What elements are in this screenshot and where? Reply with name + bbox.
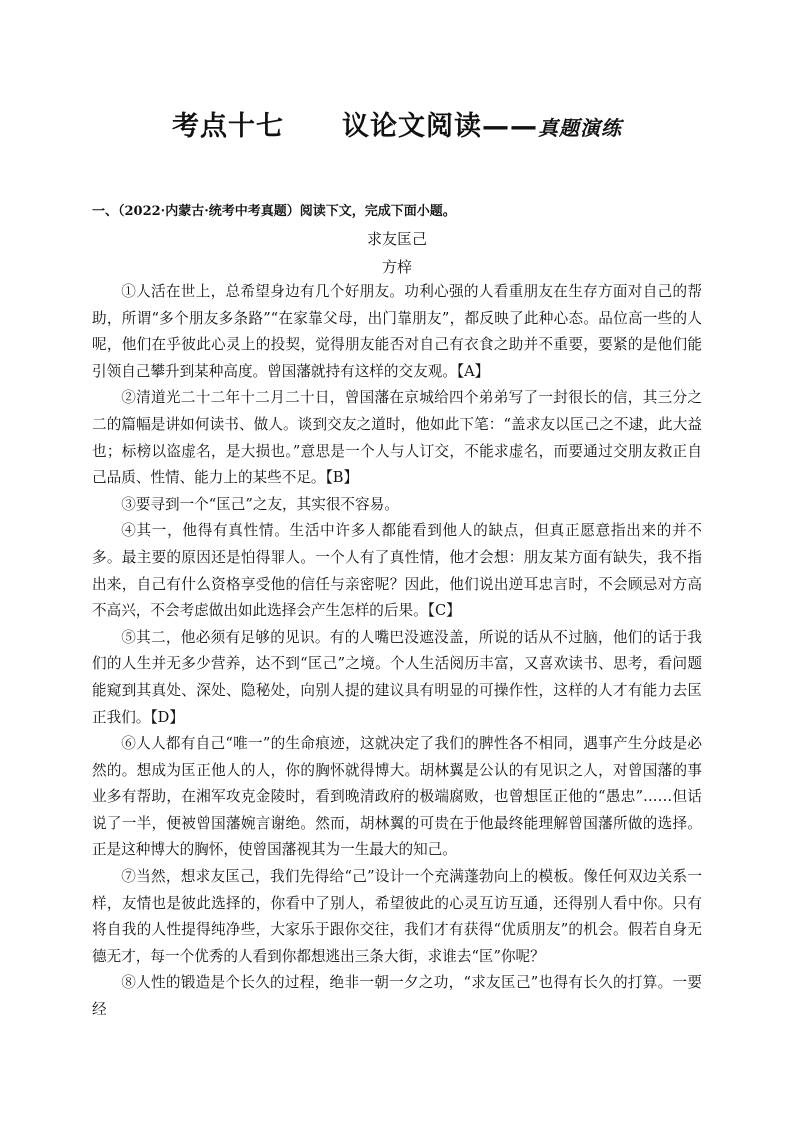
paragraph: ③要寻到一个“匡己”之友，其实很不容易。 bbox=[121, 495, 399, 513]
question-heading: 一、（2022·内蒙古·统考中考真题）阅读下文，完成下面小题。 bbox=[92, 204, 456, 219]
article-author: 方梓 bbox=[381, 258, 412, 276]
title-subtitle: 真题演练 bbox=[538, 116, 622, 140]
title-topic-name: 议论文阅读—— bbox=[342, 111, 538, 142]
paragraph: ⑥人人都有自己“唯一”的生命痕迹，这就决定了我们的脾性各不相同，遇事产生分歧是必然的。想成为匡正他人的人，你的胸怀就得博大。胡林翼是公认的有见识之人，对曾国藩的事业多有帮助，在湘军攻克金陵时，看到晚清政府的极端腐败，也曾想匡正他的“愚忠”……但话说了一半，便被曾国藩婉言谢绝。然而，胡林翼的可贵在于他最终能理解曾国藩所做的选择。正是这种博大的胸怀，使曾国藩视其为一生最大的知己。 bbox=[92, 735, 702, 859]
paragraph: ②清道光二十二年十二月二十日，曾国藩在京城给四个弟弟写了一封很长的信，其三分之二的篇幅是讲如何读书、做人。谈到交友之道时，他如此下笔：“盖求友以匡己之不逮，此大益也；标榜以盗虚名，是大损也。”意思是一个人与人订交，不能求虚名，而要通过交朋友救正自己品质、性情、能力上的某些不足。【B】 bbox=[92, 389, 702, 487]
paragraph: ⑧人性的锻造是个长久的过程，绝非一朝一夕之功，“求友匡己”也得有长久的打算。一要经 bbox=[92, 974, 702, 1019]
paragraph: ⑤其二，他必须有足够的见识。有的人嘴巴没遮没盖，所说的话从不过脑，他们的话于我们的人生并无多少营养，达不到“匡己”之境。个人生活阅历丰富，又喜欢读书、思考，看问题能窥到其真处、深处、隐秘处，向别人提的建议具有明显的可操作性，这样的人才有能力去匡正我们。【D】 bbox=[92, 628, 702, 726]
article-title: 求友匡己 bbox=[366, 230, 427, 248]
article-body bbox=[92, 279, 702, 1024]
paragraph: ⑦当然，想求友匡己，我们先得给“己”设计一个充满蓬勃向上的模板。像任何双边关系一样，友情也是彼此选择的，你看中了别人，希望彼此的心灵互访互通，还得别人看中你。只有将自我的人性提得纯净些，大家乐于跟你交往，我们才有获得“优质朋友”的机会。假若自身无德无才，每一个优秀的人看到你都想逃出三条大街，求谁去“匡”你呢？ bbox=[92, 868, 702, 965]
paragraph: ①人活在世上，总希望身边有几个好朋友。功利心强的人看重朋友在生存方面对自己的帮助，所谓“多个朋友多条路”“在家靠父母，出门靠朋友”，都反映了此种心态。品位高一些的人呢，他们在乎彼此心灵上的投契，觉得朋友能否对自己有衣食之助并不重要，要紧的是他们能引领自己攀升到某种高度。曾国藩就持有这样的交友观。【A】 bbox=[92, 283, 702, 380]
page-title bbox=[0, 104, 794, 143]
title-topic-number: 考点十七 bbox=[172, 111, 284, 142]
paragraph: ④其一，他得有真性情。生活中许多人都能看到他人的缺点，但真正愿意指出来的并不多。最主要的原因还是怕得罪人。一个人有了真性情，他才会想：朋友某方面有缺失，我不指出来，自己有什么资格享受他的信任与亲密呢？因此，他们说出逆耳忠言时，不会顾忌对方高不高兴，不会考虑做出如此选择会产生怎样的后果。【C】 bbox=[92, 522, 702, 620]
